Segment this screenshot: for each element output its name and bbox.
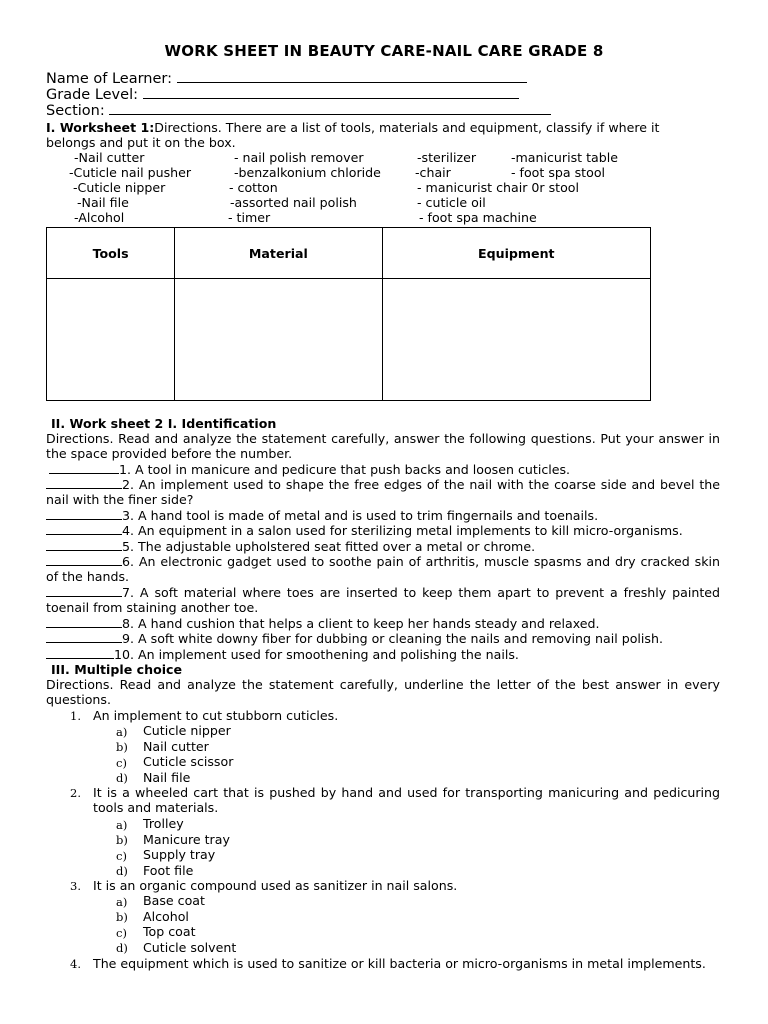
option-letter[interactable]: c) xyxy=(116,756,127,770)
ws1-item: -Nail file xyxy=(77,195,129,210)
option-text: Nail file xyxy=(143,770,191,785)
ws1-item: - manicurist chair 0r stool xyxy=(417,180,580,195)
option-letter[interactable]: b) xyxy=(116,910,128,924)
ws1-item: -manicurist table xyxy=(511,150,618,165)
ws2-item: 10. An implement used for smoothening and polishing the nails. xyxy=(46,647,720,662)
classification-table xyxy=(46,227,651,401)
option-text: Alcohol xyxy=(143,909,189,924)
ws1-item: - nail polish remover xyxy=(234,150,364,165)
ws3-heading: III. Multiple choice xyxy=(51,662,183,677)
option-letter[interactable]: d) xyxy=(116,771,128,785)
ws1-item: - foot spa machine xyxy=(419,210,537,225)
ws2-item: 8. A hand cushion that helps a client to keep her hands steady and relaxed. xyxy=(46,616,720,631)
ws2-item: 6. An electronic gadget used to soothe pain of arthritis, muscle spasms and dry cracked skin of the hands. xyxy=(46,554,720,585)
page-title: WORK SHEET IN BEAUTY CARE-NAIL CARE GRADE 8 xyxy=(164,42,604,60)
option-letter[interactable]: c) xyxy=(116,849,127,863)
ws1-item: -Nail cutter xyxy=(74,150,145,165)
option-text: Base coat xyxy=(143,893,205,908)
equipment-header: Equipment xyxy=(382,228,650,279)
section-field-row xyxy=(46,103,551,120)
ws2-item: 7. A soft material where toes are inserted to keep them apart to prevent a freshly painted toenail from staining another toe. xyxy=(46,585,720,616)
question-number: 2. xyxy=(70,786,81,800)
question-number: 1. xyxy=(70,709,81,723)
option-letter[interactable]: d) xyxy=(116,864,128,878)
question-number: 3. xyxy=(70,879,81,893)
ws2-heading: II. Work sheet 2 I. Identification xyxy=(51,416,277,431)
option-text: Cuticle scissor xyxy=(143,754,234,769)
question-number: 4. xyxy=(70,957,81,971)
question-text: An implement to cut stubborn cuticles. xyxy=(93,708,339,723)
answer-blank[interactable] xyxy=(46,524,122,535)
ws1-item: - timer xyxy=(228,210,271,225)
ws3-directions: Directions. Read and analyze the statement carefully, underline the letter of the best answer in every questions. xyxy=(46,677,720,708)
ws1-item: - cuticle oil xyxy=(417,195,486,210)
question-text: It is a wheeled cart that is pushed by hand and used for transporting manicuring and pedicuring tools and materials. xyxy=(93,785,720,816)
ws2-item: 5. The adjustable upholstered seat fitted over a metal or chrome. xyxy=(46,539,720,554)
tools-header: Tools xyxy=(47,228,175,279)
option-letter[interactable]: a) xyxy=(116,818,128,832)
section-label: Section: xyxy=(46,103,105,119)
option-letter[interactable]: d) xyxy=(116,941,128,955)
answer-blank[interactable] xyxy=(46,632,122,643)
ws1-item: -benzalkonium chloride xyxy=(234,165,381,180)
ws2-item: 9. A soft white downy fiber for dubbing or cleaning the nails and removing nail polish. xyxy=(46,631,720,646)
name-label: Name of Learner: xyxy=(46,71,173,87)
ws1-directions-line2: belongs and put it on the box. xyxy=(46,135,236,150)
option-letter[interactable]: a) xyxy=(116,895,128,909)
name-blank[interactable] xyxy=(177,72,527,83)
ws2-directions: Directions. Read and analyze the statement carefully, answer the following questions. Put your answer in the space provided before the number. xyxy=(46,431,720,462)
option-text: Trolley xyxy=(143,816,184,831)
grade-blank[interactable] xyxy=(143,88,519,99)
ws1-item: -Alcohol xyxy=(74,210,125,225)
option-text: Foot file xyxy=(143,863,194,878)
ws1-item: -assorted nail polish xyxy=(230,195,357,210)
question-text: The equipment which is used to sanitize or kill bacteria or micro-organisms in metal implements. xyxy=(93,956,706,971)
section-blank[interactable] xyxy=(109,104,551,115)
answer-blank[interactable] xyxy=(46,617,122,628)
answer-blank[interactable] xyxy=(49,463,119,474)
option-text: Cuticle solvent xyxy=(143,940,237,955)
question-text: It is an organic compound used as sanitizer in nail salons. xyxy=(93,878,458,893)
ws2-item: 4. An equipment in a salon used for sterilizing metal implements to kill micro-organisms. xyxy=(46,523,720,538)
ws1-directions: Directions. There are a list of tools, materials and equipment, classify if where it xyxy=(154,120,660,135)
ws1-directions-line1 xyxy=(46,120,659,135)
option-text: Nail cutter xyxy=(143,739,209,754)
ws1-item: -sterilizer xyxy=(417,150,477,165)
grade-field-row xyxy=(46,87,519,104)
option-letter[interactable]: b) xyxy=(116,833,128,847)
ws1-item: - cotton xyxy=(229,180,278,195)
ws1-item: -Cuticle nail pusher xyxy=(69,165,192,180)
ws2-item: 1. A tool in manicure and pedicure that push backs and loosen cuticles. xyxy=(46,462,720,477)
answer-blank[interactable] xyxy=(46,555,122,566)
material-answer-cell[interactable] xyxy=(175,279,382,401)
answer-blank[interactable] xyxy=(46,648,114,659)
equipment-answer-cell[interactable] xyxy=(382,279,650,401)
tools-answer-cell[interactable] xyxy=(47,279,175,401)
option-letter[interactable]: b) xyxy=(116,740,128,754)
option-letter[interactable]: c) xyxy=(116,926,127,940)
material-header: Material xyxy=(175,228,382,279)
ws1-item: -chair xyxy=(415,165,451,180)
grade-label: Grade Level: xyxy=(46,87,138,103)
ws1-item: - foot spa stool xyxy=(511,165,606,180)
name-field-row xyxy=(46,71,527,88)
option-text: Top coat xyxy=(143,924,196,939)
answer-blank[interactable] xyxy=(46,478,122,489)
ws1-heading: I. Worksheet 1: xyxy=(46,120,155,135)
answer-blank[interactable] xyxy=(46,586,122,597)
option-text: Supply tray xyxy=(143,847,216,862)
answer-blank[interactable] xyxy=(46,509,122,520)
ws2-item: 2. An implement used to shape the free edges of the nail with the coarse side and bevel the nail with the finer side? xyxy=(46,477,720,508)
option-text: Cuticle nipper xyxy=(143,723,231,738)
answer-blank[interactable] xyxy=(46,540,122,551)
ws1-item: -Cuticle nipper xyxy=(73,180,166,195)
option-text: Manicure tray xyxy=(143,832,230,847)
ws2-item: 3. A hand tool is made of metal and is used to trim fingernails and toenails. xyxy=(46,508,720,523)
option-letter[interactable]: a) xyxy=(116,725,128,739)
